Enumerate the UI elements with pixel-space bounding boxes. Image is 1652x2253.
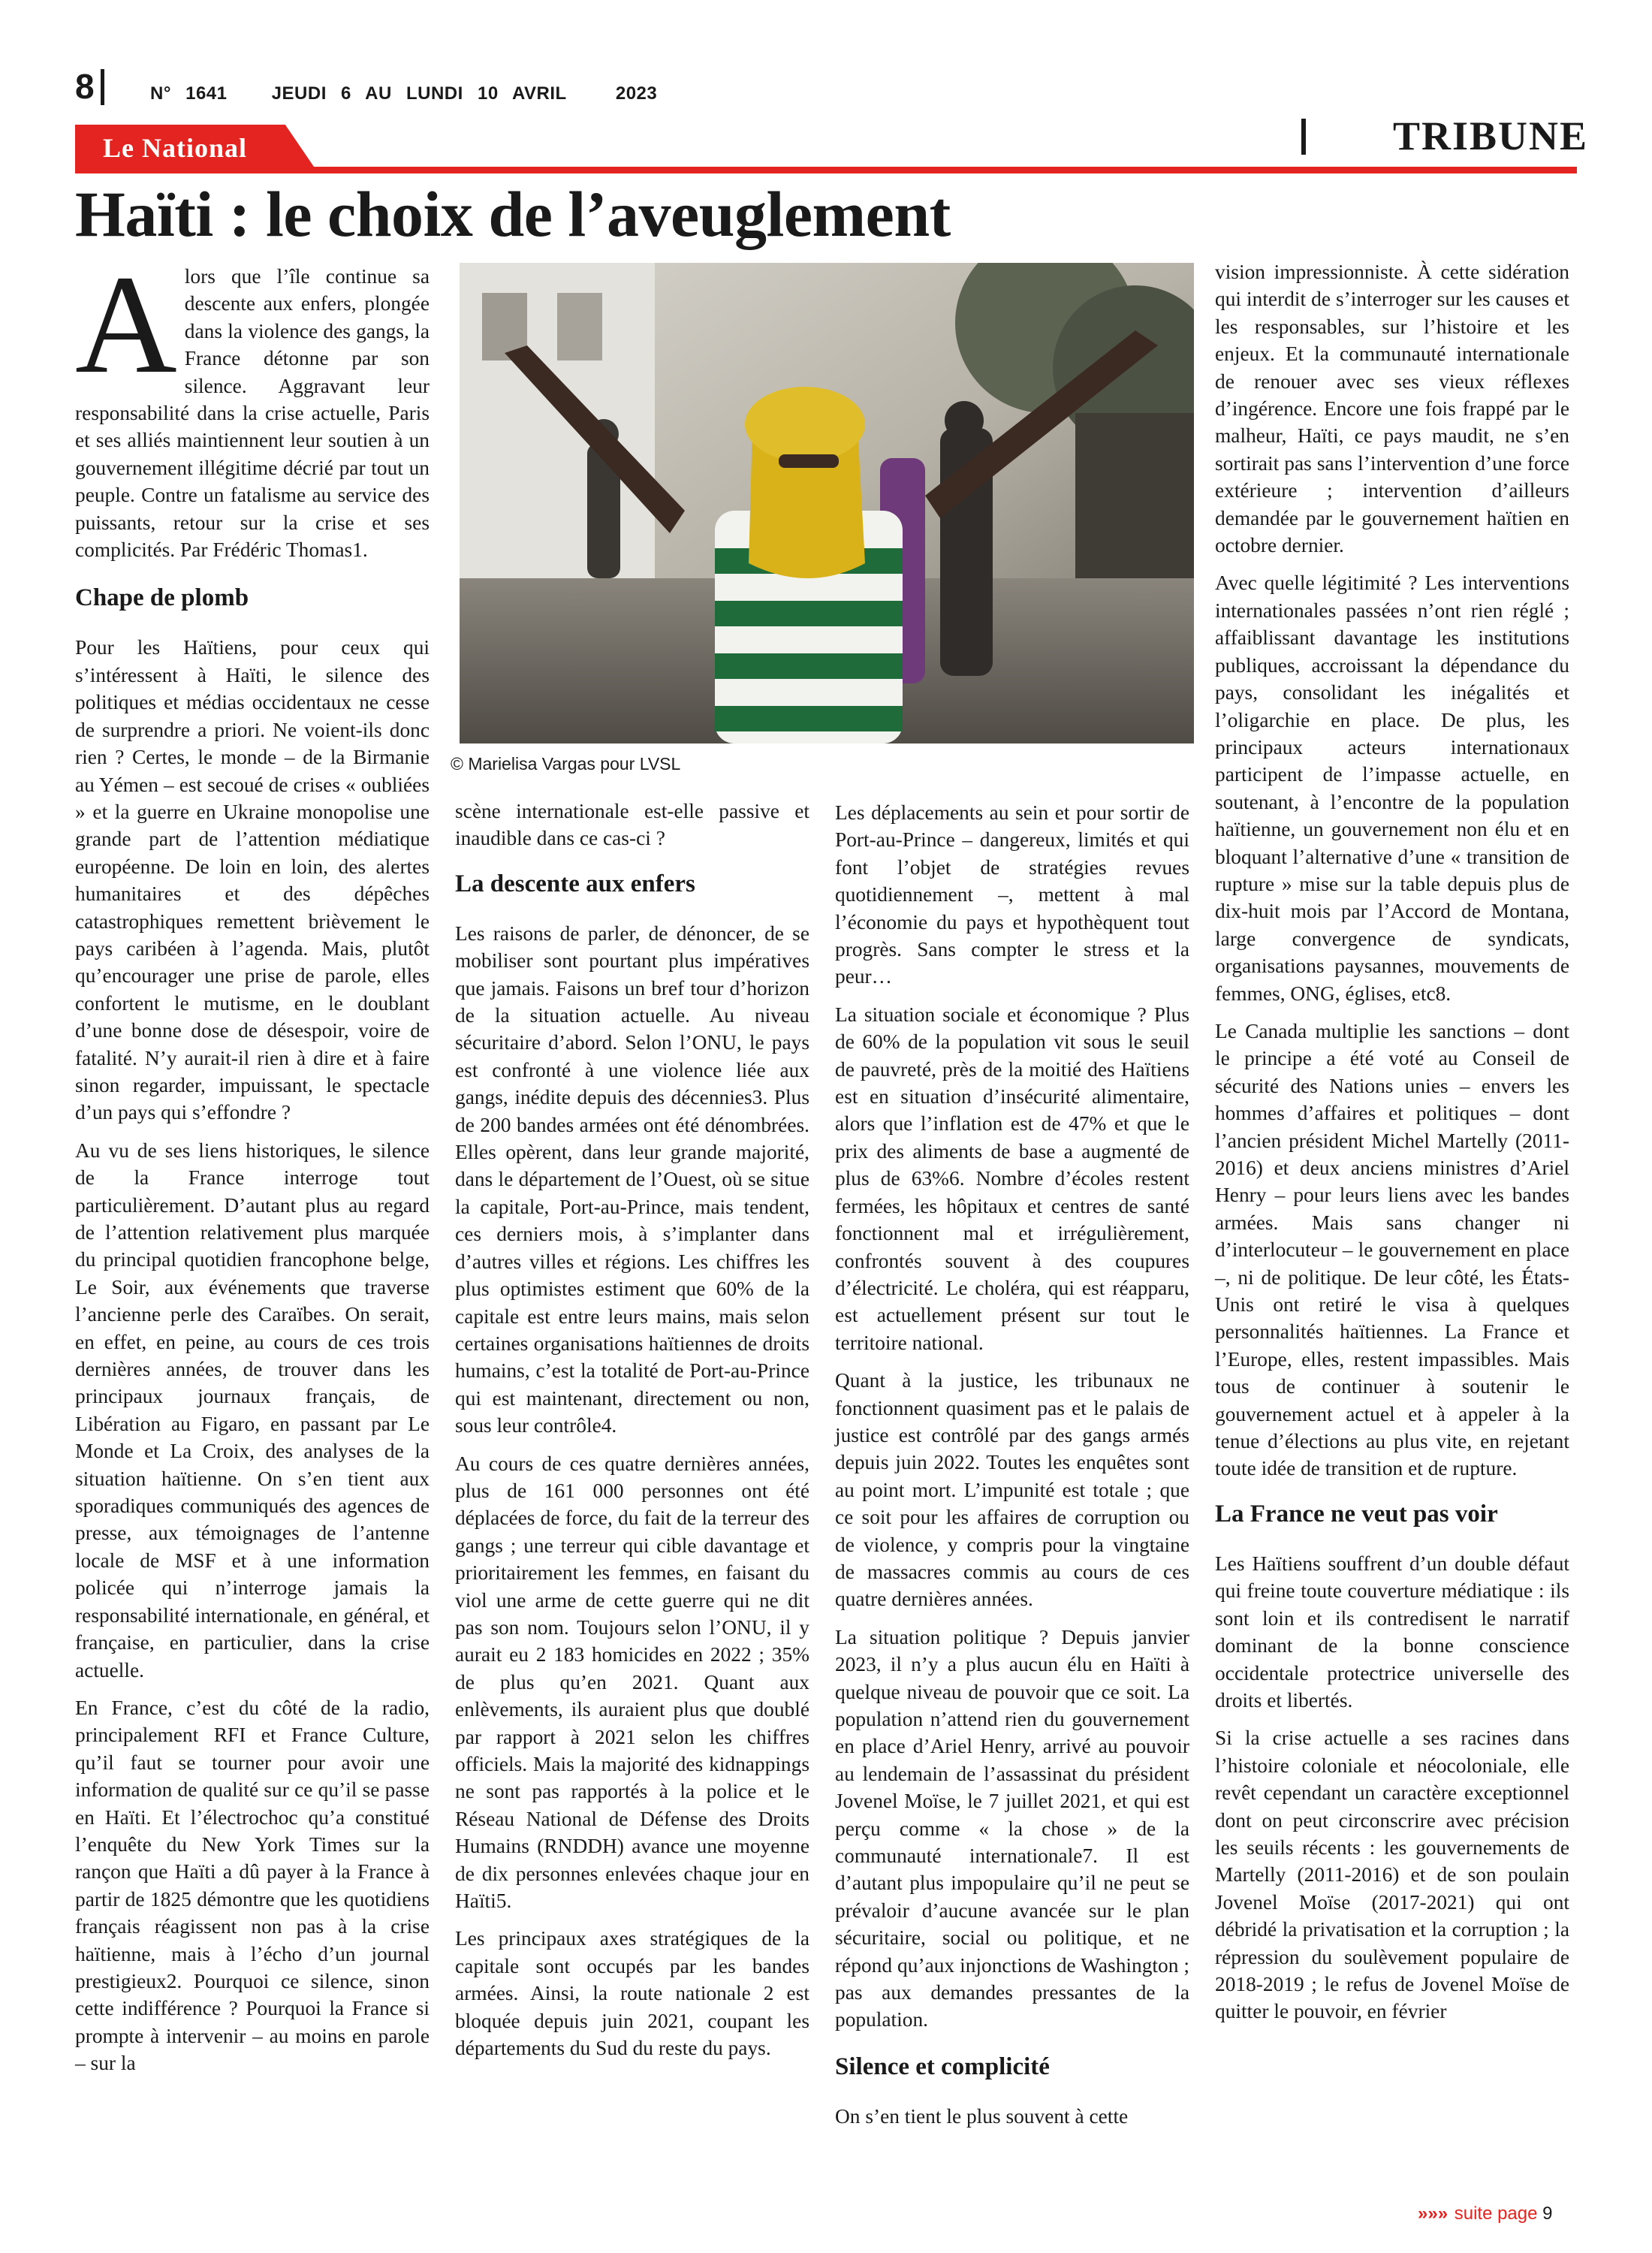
issue-date: JEUDI 6 AU LUNDI 10 AVRIL: [271, 83, 567, 104]
lead-text: lors que l’île continue sa descente aux enfers, plongée dans la violence des gangs, la France détonne par son silence. Aggravant leur responsabilité dans la crise actuelle, Paris et ses alliés maintiennent leur soutien à un gouvernement illégitime décrié par tout un peuple. Contre un fatalisme au service des puissants, retour sur la crise et ses complicités. Par Frédéric Thomas1.: [75, 265, 430, 562]
continuation-page: 9: [1542, 2203, 1553, 2224]
article-column-3: [835, 799, 1189, 2140]
subheading-descente-aux-enfers: La descente aux enfers: [455, 870, 695, 897]
photo-caption: © Marielisa Vargas pour LVSL: [451, 754, 681, 774]
paragraph: On s’en tient le plus souvent à cette: [835, 2104, 1129, 2128]
paragraph: En France, c’est du côté de la radio, principalement RFI et France Culture, qu’il faut se tourner pour avoir une information de qualité sur ce qu’il se passe en Haïti. Et l’électrochoc qu’a constitué l’enquête du New York Times sur la rançon que Haïti a dû payer à la France à partir de 1825 démontre que les quotidiens français réagissent non pas à la crise haïtienne, mais à l’écho d’un journal prestigieux2. Pourquoi ce silence, sinon cette indifférence ? Pourquoi la France si prompte à intervenir – au moins en parole – sur la: [75, 1696, 430, 2075]
publication-name: Le National: [103, 133, 248, 163]
protester-photo: [460, 263, 1194, 743]
article-column-4: [1215, 258, 1569, 2036]
continuation-label: suite page: [1454, 2203, 1538, 2224]
article-column-2: [455, 798, 809, 2072]
subheading-chape-de-plomb: Chape de plomb: [75, 584, 249, 612]
header-red-rule: [75, 167, 1577, 173]
paragraph: Les raisons de parler, de dénoncer, de se mobiliser sont pourtant plus impératives que jamais. Faisons un bref tour d’horizon de la situation actuelle. Au niveau sécuritaire d’abord. Selon l’ONU, le pays est confronté à une violence liée aux gangs, inédite depuis des décennies3. Plus de 200 bandes armées ont été dénombrées. Elles opèrent, dans leur grande majorité, dans le département de l’Ouest, où se situe la capitale, Port-au-Prince, mais tendent, ces derniers mois, à s’implanter dans d’autres villes et régions. Les chiffres les plus optimistes estiment que 60% de la capitale est entre leurs mains, mais selon certaines organisations haïtiennes de droits humains, c’est la totalité de Port-au-Prince qui est maintenant, directement ou non, sous leur contrôle4.: [455, 921, 809, 1437]
paragraph: La situation sociale et économique ? Plus de 60% de la population vit sous le seuil de pauvreté, près de la moitié des Haïtiens est en situation d’insécurité alimentaire, alors que l’inflation est de 47% et que le prix des aliments de base a augmenté de plus de 63%6. Nombre d’écoles restent fermées, les hôpitaux et centres de santé fonctionnent mal et irrégulièrement, confrontés souvent à des coupures d’électricité. Le choléra, qui est réapparu, est actuellement présent sur tout le territoire national.: [835, 1003, 1189, 1354]
issue-year: 2023: [615, 83, 658, 104]
paragraph: Au vu de ses liens historiques, le silence de la France interroge tout particulièrement. D’autant plus au regard de l’attention relativement plus marquée du principal quotidien francophone belge, Le Soir, aux événements que traverse l’ancienne perle des Caraïbes. On serait, en effet, en peine, au cours de ces trois dernières années, de trouver dans les principaux journaux français, de Libération au Figaro, en passant par Le Monde et La Croix, des analyses de la situation haïtienne. On s’en tient aux sporadiques communiqués des agences de presse, aux témoignages de l’antenne locale de MSF et à une information policée qui n’interroge jamais la responsabilité internationale, en général, et française, en particulier, dans la crise actuelle.: [75, 1139, 430, 1681]
paragraph: Si la crise actuelle a ses racines dans l’histoire coloniale et néocoloniale, elle revêt cependant un caractère exceptionnel dont on peut circonscrire avec précision les seuils récents : les gouvernements de Martelly (2011-2016) et de son poulain Jovenel Moïse (2017-2021) qui ont débridé la privatisation et la corruption ; la répression du soulèvement populaire de 2018-2019 ; le refus de Jovenel Moïse de quitter le pouvoir, en février: [1215, 1727, 1569, 2023]
article-title: Haïti : le choix de l’aveuglement: [75, 178, 951, 250]
article-photo: [460, 263, 1194, 743]
paragraph: La situation politique ? Depuis janvier 2023, il n’y a plus aucun élu en Haïti à quelque niveau de pouvoir que ce soit. La population n’attend rien du gouvernement en place d’Ariel Henry, arrivé au pouvoir au lendemain de l’assassinat du président Jovenel Moïse, le 7 juillet 2021, et qui est perçu comme « la chose » de la communauté internationale7. Il est d’autant plus impopulaire qu’il ne peut se prévaloir d’aucune avancée sur le plan sécuritaire, social ou politique, et ne répond qu’aux injonctions de Washington ; pas aux demandes pressantes de la population.: [835, 1625, 1189, 2031]
paragraph: Le Canada multiplie les sanctions – dont le principe a été voté au Conseil de sécurité des Nations unies – envers les hommes d’affaires et politiques – dont l’ancien président Michel Martelly (2011-2016) et deux anciens ministres d’Ariel Henry – pour leurs liens avec les bandes armées. Mais sans changer ni d’interlocuteur – le gouvernement en place –, ni de politique. De leur côté, les États-Unis ont retiré le visa à quelques personnalités haïtiennes. La France et l’Europe, elles, restent impassibles. Mais tous de continuer à soutenir le gouvernement actuel et à appeler à la tenue d’élections au plus vite, en rejetant toute idée de transition et de rupture.: [1215, 1019, 1569, 1480]
chevrons-icon: »»»: [1418, 2203, 1449, 2224]
issue-number: N° 1641: [150, 83, 228, 104]
section-label: TRIBUNE: [1393, 113, 1589, 158]
paragraph: Pour les Haïtiens, pour ceux qui s’intéressent à Haïti, le silence des politiques et médias occidentaux ne cesse de surprendre a priori. Ne voient-ils donc rien ? Certes, le monde – de la Birmanie au Yémen – est secoué de crises « oubliées » et la guerre en Ukraine monopolise une grande part de l’attention médiatique européenne. De loin en loin, des alertes humanitaires et des dépêches catastrophiques remettent brièvement le pays caribéen à l’agenda. Mais, plutôt qu’encourager une prise de parole, elles confortent le mutisme, en le doublant d’une bonne dose de désespoir, voire de fatalité. N’y aurait-il rien à dire et à faire sinon regarder, impuissant, le spectacle d’un pays qui s’effondre ?: [75, 636, 430, 1124]
page-number: 8: [75, 67, 95, 106]
continuation-link[interactable]: [1418, 2203, 1553, 2224]
paragraph: Au cours de ces quatre dernières années, plus de 161 000 personnes ont été déplacées de force, du fait de la terreur des gangs ; une terreur qui cible davantage et prioritairement les femmes, en faisant du viol une arme de cette guerre qui ne dit pas son nom. Toujours selon l’ONU, il y aurait eu 2 183 homicides en 2022 ; 35% de plus qu’en 2021. Quant aux enlèvements, ils auraient plus que doublé par rapport à 2021 selon les chiffres officiels. Mais la majorité des kidnappings ne sont pas rapportés à la police et le Réseau National de Défense des Droits Humains (RNDDH) avance une moyenne de dix personnes enlevées chaque jour en Haïti5.: [455, 1452, 809, 1913]
paragraph: scène internationale est-elle passive et inaudible dans ce cas-ci ?: [455, 800, 809, 850]
paragraph: Les principaux axes stratégiques de la capitale sont occupés par les bandes armées. Ainsi, la route nationale 2 est bloquée depuis juin 2021, coupant les départements du Sud du reste du pays.: [455, 1927, 809, 2060]
paragraph: Avec quelle légitimité ? Les interventions internationales passées n’ont rien réglé ; affaiblissant davantage les institutions publiques, accroissant la dépendance du pays, consolidant les inégalités et l’oligarchie en place. De plus, les principaux acteurs internationaux participent de l’impasse actuelle, en soutenant, à l’encontre de la population haïtienne, un gouvernement non élu et en bloquant l’alternative d’une « transition de rupture » mise sur la table depuis plus de dix-huit mois par l’Accord de Montana, large convergence de syndicats, organisations paysannes, mouvements de femmes, ONG, églises, etc8.: [1215, 572, 1569, 1005]
paragraph: Les Haïtiens souffrent d’un double défaut qui freine toute couverture médiatique : ils sont loin et ils contredisent le narratif dominant de la bonne conscience occidentale protectrice universelle des droits et libertés.: [1215, 1552, 1569, 1712]
issue-line: [150, 83, 687, 104]
paragraph: Les déplacements au sein et pour sortir de Port-au-Prince – dangereux, limités et qui font l’objet de stratégies revues quotidiennement –, mettent à mal l’économie du pays et hypothèquent tout progrès. Sans compter le stress et la peur…: [835, 801, 1189, 988]
paragraph: vision impressionniste. À cette sidération qui interdit de s’interroger sur les causes et les responsables, sur l’histoire et les enjeux. Et la communauté internationale de renouer avec ses vieux réflexes d’ingérence. Encore une fois frappé par le malheur, Haïti, ce pays maudit, ne s’en sortirait pas sans l’intervention d’une force extérieure ; intervention d’ailleurs demandée par le gouvernement haïtien en octobre dernier.: [1215, 261, 1569, 557]
article-column-1: [75, 246, 430, 2088]
subheading-la-france-ne-veut-pas-voir: La France ne veut pas voir: [1215, 1500, 1498, 1528]
page-number-divider: [101, 69, 104, 105]
subheading-silence-et-complicite: Silence et complicité: [835, 2052, 1050, 2080]
section-divider: [1301, 119, 1306, 155]
drop-cap: A: [75, 246, 177, 403]
lead-paragraph: [75, 246, 430, 563]
paragraph: Quant à la justice, les tribunaux ne fonctionnent quasiment pas et le palais de justice est contrôlé par des gangs armés depuis juin 2022. Toutes les enquêtes sont au point mort. L’impunité est totale ; que ce soit pour les affaires de corruption ou de violence, y compris pour la vingtaine de massacres commis au cours de ces quatre dernières années.: [835, 1369, 1189, 1611]
